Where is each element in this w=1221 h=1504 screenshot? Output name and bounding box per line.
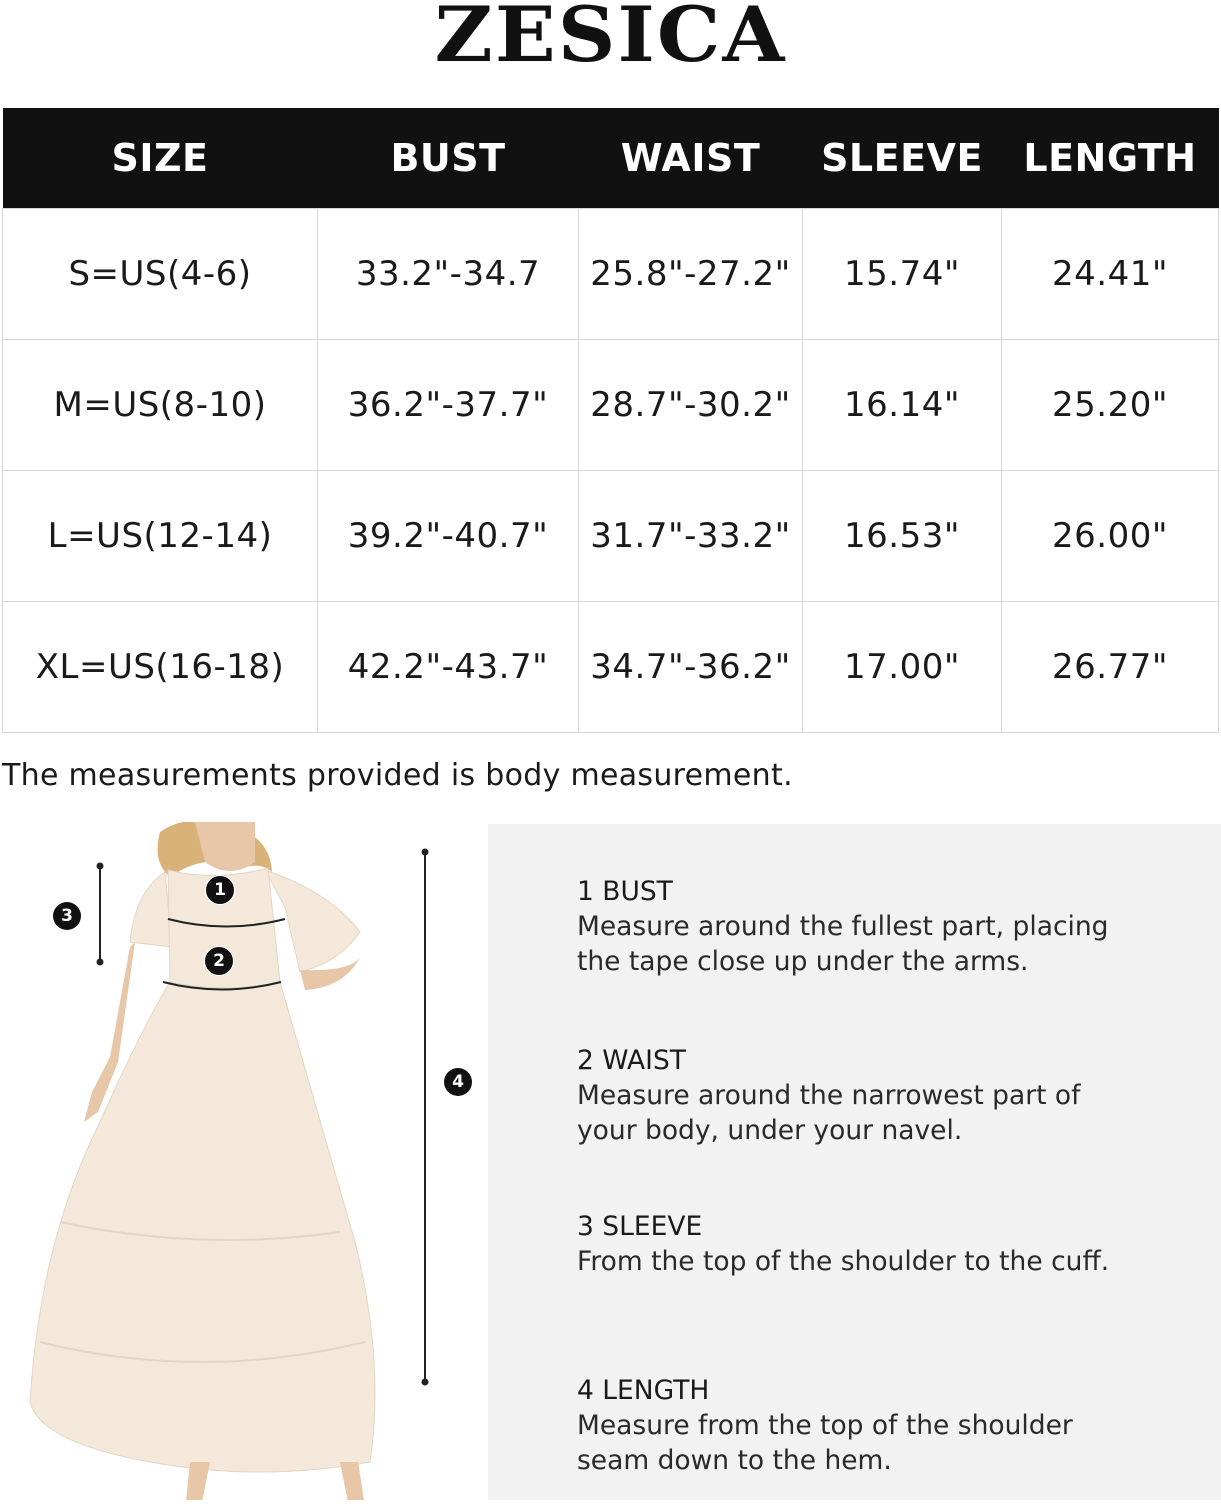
instruction-title: 2 WAIST	[577, 1045, 686, 1076]
instruction-title: 4 LENGTH	[577, 1375, 710, 1406]
cell-waist: 34.7"-36.2"	[579, 602, 803, 733]
table-header-row	[3, 108, 1219, 209]
table-row	[3, 471, 1219, 602]
cell-length: 24.41"	[1002, 209, 1219, 340]
instruction-bust	[577, 874, 1137, 979]
cell-waist: 25.8"-27.2"	[579, 209, 803, 340]
model-figure	[0, 822, 488, 1500]
measurement-note: The measurements provided is body measurement.	[2, 758, 793, 793]
header-bust: BUST	[318, 108, 579, 209]
instruction-title: 1 BUST	[577, 876, 673, 907]
instruction-sleeve	[577, 1209, 1137, 1279]
header-sleeve: SLEEVE	[803, 108, 1002, 209]
cell-size: L=US(12-14)	[3, 471, 318, 602]
marker-waist: 2	[204, 946, 234, 976]
cell-size: S=US(4-6)	[3, 209, 318, 340]
size-chart-table	[2, 108, 1219, 733]
instruction-text: From the top of the shoulder to the cuff.	[577, 1246, 1110, 1277]
cell-size: XL=US(16-18)	[3, 602, 318, 733]
header-length: LENGTH	[1002, 108, 1219, 209]
instruction-text: Measure from the top of the shoulder seam down to the hem.	[577, 1410, 1073, 1476]
instruction-text: Measure around the fullest part, placing the tape close up under the arms.	[577, 911, 1109, 977]
cell-sleeve: 15.74"	[803, 209, 1002, 340]
table-row	[3, 209, 1219, 340]
cell-length: 26.77"	[1002, 602, 1219, 733]
instruction-waist	[577, 1043, 1137, 1148]
cell-bust: 42.2"-43.7"	[318, 602, 579, 733]
marker-length: 4	[444, 1068, 472, 1096]
instruction-title: 3 SLEEVE	[577, 1211, 703, 1242]
instruction-length	[577, 1373, 1137, 1478]
instruction-text: Measure around the narrowest part of your body, under your navel.	[577, 1080, 1081, 1146]
cell-bust: 36.2"-37.7"	[318, 340, 579, 471]
cell-sleeve: 17.00"	[803, 602, 1002, 733]
cell-length: 25.20"	[1002, 340, 1219, 471]
cell-waist: 28.7"-30.2"	[579, 340, 803, 471]
header-size: SIZE	[3, 108, 318, 209]
cell-waist: 31.7"-33.2"	[579, 471, 803, 602]
measurement-guide-panel	[488, 824, 1221, 1500]
cell-sleeve: 16.14"	[803, 340, 1002, 471]
marker-bust: 1	[205, 875, 235, 905]
cell-bust: 33.2"-34.7	[318, 209, 579, 340]
cell-size: M=US(8-10)	[3, 340, 318, 471]
marker-sleeve: 3	[53, 902, 81, 930]
cell-bust: 39.2"-40.7"	[318, 471, 579, 602]
header-waist: WAIST	[579, 108, 803, 209]
brand-logo: ZESICA	[434, 0, 787, 79]
table-row	[3, 602, 1219, 733]
cell-length: 26.00"	[1002, 471, 1219, 602]
cell-sleeve: 16.53"	[803, 471, 1002, 602]
table-row	[3, 340, 1219, 471]
